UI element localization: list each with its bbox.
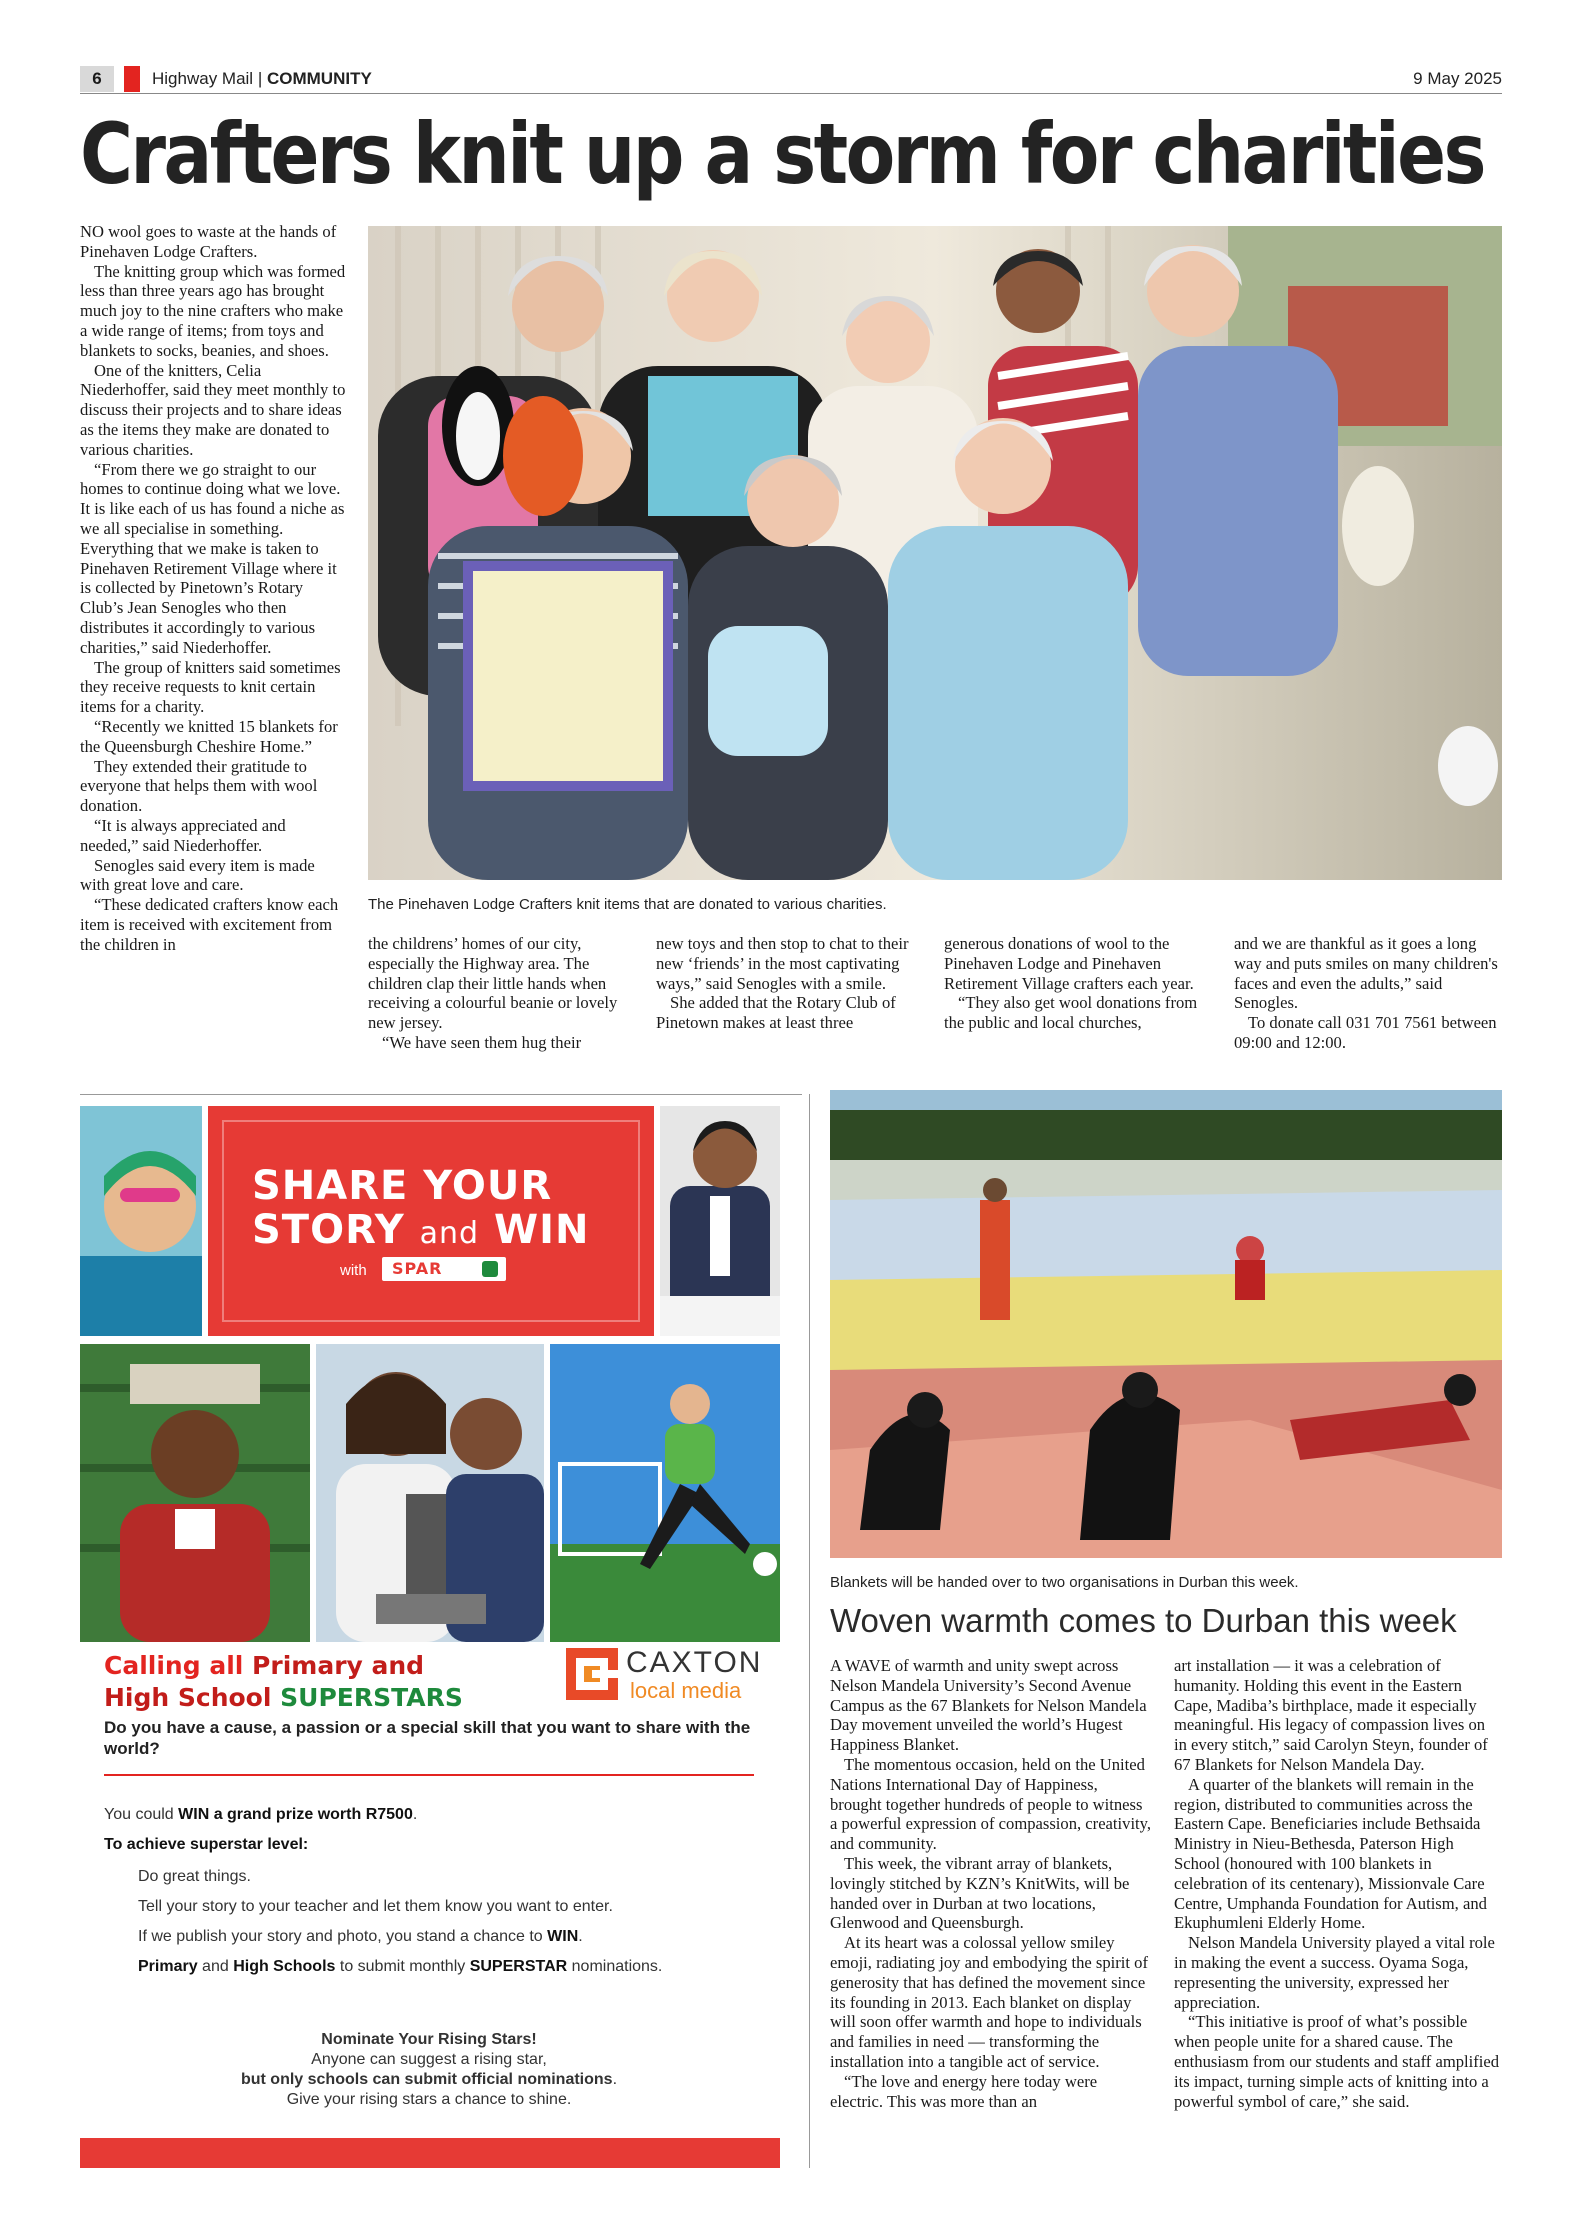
publication-section: Highway Mail | COMMUNITY xyxy=(152,69,372,88)
publication-name: Highway Mail xyxy=(152,69,254,88)
and-word: and xyxy=(419,1216,480,1251)
nominate-schools-only: but only schools can submit official nominations xyxy=(240,2071,613,2088)
spar-logo xyxy=(382,1257,506,1281)
paragraph: The knitting group which was formed less than three years ago has brought much joy to the nine crafters who make a wide range of items; from toys and blankets to socks, beanies, and shoes. xyxy=(80,261,346,360)
prize-punct: . xyxy=(412,1806,418,1823)
step4-primary: Primary xyxy=(138,1958,198,1975)
paragraph: A WAVE of warmth and unity swept across Nelson Mandela University’s Second Avenue Campus as the 67 Blankets for Nelson Mandela Day movement unveiled the world’s Hugest Happiness Blanket. xyxy=(830,1656,1147,1755)
paragraph: The momentous occasion, held on the United Nations International Day of Happiness, brought together hundreds of people to witness a powerful expression of compassion, creativity, and community. xyxy=(830,1754,1152,1854)
paragraph: “From there we go straight to our homes to continue doing what we love. It is like each of us has found a niche as we all specialise in something. Everything that we make is taken to Pinehaven Retirement Village where it is collected by Pinetown’s Rotary Club’s Jean Senogles who then distributes it accordingly to various charities,” said Niederhoffer. xyxy=(80,459,345,657)
paragraph: The group of knitters said sometimes they receive requests to knit certain items for a charity. xyxy=(80,657,341,717)
page-number: 6 xyxy=(80,66,114,92)
ad-heading-high-school: High School xyxy=(104,1683,281,1712)
paragraph: “The love and energy here today were electric. This was more than an xyxy=(830,2071,1098,2111)
ad-red-rule xyxy=(104,1774,754,1776)
main-headline: Crafters knit up a storm for charities xyxy=(80,105,1484,203)
ad-photo-girl-books xyxy=(80,1344,310,1642)
article1-column-5 xyxy=(1234,934,1502,1053)
paragraph: art installation — it was a celebration of humanity. Holding this event in the Eastern Cape, Madiba’s birthplace, made it especially meaningful. His legacy of compassion lives on in every stitch,” said Carolyn Steyn, founder of 67 Blankets for Nelson Mandela Day. xyxy=(1174,1656,1488,1774)
paragraph: They extended their gratitude to everyone that helps them with wool donation. xyxy=(80,756,318,816)
section-divider xyxy=(80,1094,802,1095)
spar-wordmark: SPAR xyxy=(392,1259,443,1278)
ad-red-footer-bar xyxy=(80,2138,780,2168)
story-and-win-text xyxy=(252,1208,590,1256)
article2-column-2 xyxy=(1174,1656,1502,2111)
ad-step-2: Tell your story to your teacher and let them know you want to enter. xyxy=(138,1898,613,1915)
paragraph: To donate call 031 701 7561 between 09:00 and 12:00. xyxy=(1234,1013,1497,1052)
ad-nominate-line-3: Give your rising stars a chance to shine. xyxy=(286,2091,572,2108)
spar-tree-icon xyxy=(482,1261,498,1277)
caxton-name: CAXTON xyxy=(626,1646,763,1679)
step4-end: nominations. xyxy=(567,1958,663,1975)
ad-heading-line-2 xyxy=(104,1682,463,1714)
paragraph: “Recently we knitted 15 blankets for the Queensburgh Cheshire Home.” xyxy=(80,716,338,756)
page-header xyxy=(80,64,1502,94)
step3-punct: . xyxy=(578,1928,583,1945)
article1-column-1 xyxy=(80,222,346,954)
section-tab xyxy=(124,66,140,92)
step3-text: If we publish your story and photo, you stand a chance to xyxy=(138,1928,548,1945)
ad-photo-soccer xyxy=(550,1344,780,1642)
paragraph: and we are thankful as it goes a long way and puts smiles on many children's faces and even the adults,” said Senogles. xyxy=(1234,934,1498,1013)
paragraph: Nelson Mandela University played a vital role in making the event a success. Oyama Soga, representing the university, expressed her appreciation. xyxy=(1174,1933,1495,2012)
blankets-photo-caption: Blankets will be handed over to two organisations in Durban this week. xyxy=(830,1574,1299,1591)
story-word: STORY xyxy=(252,1207,405,1253)
share-your-text: SHARE YOUR xyxy=(252,1163,553,1209)
paragraph: She added that the Rotary Club of Pinetown makes at least three xyxy=(656,993,896,1033)
paragraph: generous donations of wool to the Pinehaven Lodge and Pinehaven Retirement Village crafters each year. xyxy=(944,934,1194,993)
paragraph: One of the knitters, Celia Niederhoffer, said they meet monthly to discuss their projects and to share ideas as the items they make are donated to various charities. xyxy=(80,360,346,459)
step3-win: WIN xyxy=(547,1928,579,1945)
ad-achieve-line xyxy=(104,1836,308,1854)
achieve-heading: To achieve superstar level: xyxy=(104,1836,309,1853)
ad-photo-student-writing xyxy=(660,1106,780,1336)
column-divider xyxy=(809,1094,810,2168)
article2-headline: Woven warmth comes to Durban this week xyxy=(830,1602,1457,1639)
ad-heading-line-1 xyxy=(104,1650,424,1682)
article1-column-4 xyxy=(944,934,1214,1033)
ad-question: Do you have a cause, a passion or a special skill that you want to share with the world? xyxy=(104,1718,751,1758)
paragraph: “This initiative is proof of what’s possible when people unite for a shared cause. The enthusiasm from our students and staff amplified its impact, turning simple acts of knitting into a powerful symbol of care,” she said. xyxy=(1174,2012,1500,2111)
caxton-subtitle: local media xyxy=(630,1678,742,1703)
paragraph: the childrens’ homes of our city, especially the Highway area. The children clap their little hands when receiving a colourful beanie or lovely new jersey. xyxy=(368,934,618,1033)
win-word: WIN xyxy=(494,1207,590,1253)
paragraph: NO wool goes to waste at the hands of Pinehaven Lodge Crafters. xyxy=(80,222,337,261)
ad-heading-superstars: SUPERSTARS xyxy=(280,1683,463,1712)
ad-nominate-line-1: Anyone can suggest a rising star, xyxy=(311,2051,547,2068)
ad-prize-line xyxy=(104,1806,417,1824)
article1-column-2 xyxy=(368,934,634,1053)
ad-photo-swimmer xyxy=(80,1106,202,1336)
paragraph: new toys and then stop to chat to their new ‘friends’ in the most captivating ways,” said Senogles with a smile. xyxy=(656,934,909,993)
ad-heading-part: Calling all xyxy=(104,1651,253,1680)
step4-superstar: SUPERSTAR xyxy=(469,1958,568,1975)
ad-step-3 xyxy=(138,1928,583,1946)
crafters-group-photo xyxy=(368,226,1502,880)
ad-step-1: Do great things. xyxy=(138,1868,251,1885)
ad-nominate-line-2 xyxy=(104,2070,754,2090)
paragraph: Senogles said every item is made with great love and care. xyxy=(80,855,315,895)
blankets-field-photo xyxy=(830,1090,1502,1558)
issue-date: 9 May 2025 xyxy=(1413,69,1502,88)
ad-heading-primary: Primary and xyxy=(252,1651,425,1680)
caxton-logo-icon xyxy=(566,1648,618,1700)
paragraph: “They also get wool donations from the public and local churches, xyxy=(944,993,1198,1033)
step4-text: to submit monthly xyxy=(335,1958,470,1975)
paragraph: “We have seen them hug their xyxy=(382,1032,582,1052)
paragraph: A quarter of the blankets will remain in the region, distributed to communities across the Eastern Cape. Beneficiaries include Bethsaida Ministry in Nieu-Bethesda, Paterson High School (honoured with 100 blankets in celebration of its centenary), Missionvale Care Centre, Umphanda Foundation for Autism, and Ekuphumleni Elderly Home. xyxy=(1174,1774,1487,1933)
nominate-punct: . xyxy=(612,2071,618,2088)
section-name: COMMUNITY xyxy=(266,69,372,88)
ad-photo-microscope xyxy=(316,1344,544,1642)
article1-column-3 xyxy=(656,934,922,1033)
prize-amount: WIN a grand prize worth R7500 xyxy=(178,1806,413,1823)
main-photo-caption: The Pinehaven Lodge Crafters knit items that are donated to various charities. xyxy=(368,896,887,913)
prize-text: You could xyxy=(104,1806,179,1823)
article2-column-1 xyxy=(830,1656,1152,2111)
step4-and: and xyxy=(197,1958,234,1975)
paragraph: “It is always appreciated and needed,” said Niederhoffer. xyxy=(80,815,286,855)
ad-step-4 xyxy=(138,1958,662,1976)
paragraph: At its heart was a colossal yellow smiley emoji, radiating joy and embodying the spirit of generosity that has defined the movement since its founding in 2013. Each blanket on display will soon offer warmth and hope to individuals and families in need — transforming the installation into a tangible act of service. xyxy=(830,1933,1148,2071)
ad-nominate-title xyxy=(104,2030,754,2050)
nominate-title: Nominate Your Rising Stars! xyxy=(321,2031,537,2048)
step4-high-schools: High Schools xyxy=(233,1958,336,1975)
paragraph: This week, the vibrant array of blankets, lovingly stitched by KZN’s KnitWits, will be handed over in Durban at two locations, Glenwood and Queensburgh. xyxy=(830,1853,1130,1933)
paragraph: “These dedicated crafters know each item is received with excitement from the children in xyxy=(80,895,339,954)
with-label: with xyxy=(340,1262,367,1279)
